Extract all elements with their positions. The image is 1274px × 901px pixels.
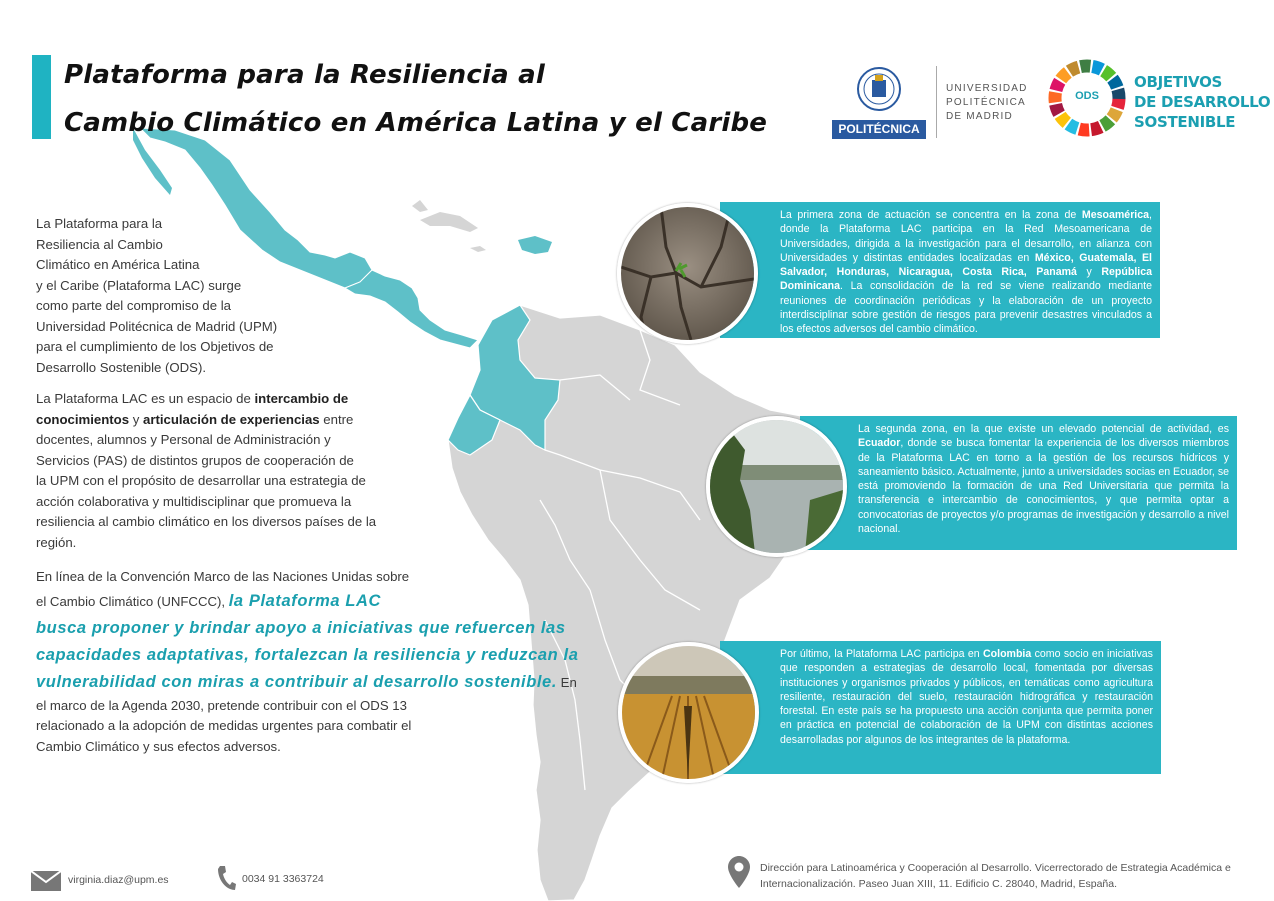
- info-card-ecuador: La segunda zona, en la que existe un elevado potencial de actividad, es Ecuador, donde se busca fomentar la experiencia de los diversos miembros de la Plataforma LAC en torno a la gestión de los recursos hídricos y saneamiento básico. Actualmente, junto a universidades socias en Ecuador, se está promoviendo la formación de una Red Universitaria que permita la transferencia e intercambio de conocimientos, y que permita optar a convocatorias de proyectos y/o programas de investigación y desarrollo a nivel nacional.: [800, 416, 1237, 550]
- intro-paragraph-1: La Plataforma para la Resiliencia al Cambio Climático en América Latina y el Caribe (Plataforma LAC) surge como parte del compromiso de la Universidad Politécnica de Madrid (UPM) para el cumplimiento de los Objetivos de Desarrollo Sostenible (ODS).: [36, 216, 278, 375]
- intro-paragraph-2: La Plataforma LAC es un espacio de intercambio de conocimientos y articulación de experiencias entre docentes, alumnos y Personal de Administración y Servicios (PAS) de distintos grupos de cooperación de la UPM con el propósito de desarrollar una estrategia de acción colaborativa y multidisciplinar que promueva la resiliencia al cambio climático en los diversos países de la región.: [36, 391, 377, 550]
- map-central-america: [345, 270, 478, 348]
- map-hispaniola: [518, 236, 552, 254]
- phone-icon: [216, 864, 236, 892]
- photo-river: [706, 416, 847, 557]
- location-pin-icon: [728, 856, 750, 888]
- info-card-mesoamerica: La primera zona de actuación se concentra en la zona de Mesoamérica, donde la Plataforma LAC participa en la Red Mesoamericana de Universidades, dirigida a la investigación para el desarrollo, en alianza con Universidades y distintas entidades localizadas en México, Guatemala, El Salvador, Honduras, Nicaragua, Costa Rica, Panamá y República Dominicana. La consolidación de la red se viene realizando mediante reuniones de coordinación periódicas y la elaboración de un proyecto interdisciplinar sobre gestión de riesgos para prevenir desastres vinculados a los efectos adversos del cambio climático.: [720, 202, 1160, 338]
- footer-address: Dirección para Latinoamérica y Cooperación al Desarrollo. Vicerrectorado de Estrategia Académica e Internacionalización. Paseo Juan XIII, 11. Edificio C. 28040, Madrid, España.: [760, 862, 1231, 890]
- title-bar-white: [32, 18, 51, 48]
- upm-badge-text: POLITÉCNICA: [838, 122, 920, 136]
- mail-icon: [31, 871, 61, 891]
- footer-phone[interactable]: 0034 91 3363724: [242, 873, 324, 885]
- info-card-colombia: Por último, la Plataforma LAC participa en Colombia como socio en iniciativas que responden a estrategias de desarrollo local, fomentada por diversas instituciones y organismos privados y públicos, en temáticas como agricultura resiliente, restauración del suelo, restauración hidrográfica y restauración forestal. En este país se ha propuesto una acción conjunta que permita poner en práctica en potencial de colaboración de la UPM con distintas acciones desarrolladas por algunos de los integrantes de la plataforma.: [720, 641, 1161, 774]
- photo-cracked-soil: [617, 203, 758, 344]
- intro-paragraph-3: En línea de la Convención Marco de las Naciones Unidas sobre el Cambio Climático (UNFCCC), la Plataforma LAC busca proponer y brindar apoyo a iniciativas que refuercen las capacidades adaptativas, fortalezcan la resiliencia y reduzcan la vulnerabilidad con miras a contribuir al desarrollo sostenible. En el marco de la Agenda 2030, pretende contribuir con el ODS 13 relacionado a la adopción de medidas urgentes para combatir el Cambio Climático y sus efectos adversos.: [36, 569, 579, 754]
- upm-logo: [832, 65, 926, 139]
- page-title-line1: Plataforma para la Resiliencia al: [64, 60, 545, 90]
- map-florida: [412, 200, 428, 212]
- photo-crop-field: [618, 642, 759, 783]
- ods-name: OBJETIVOS DE DESARROLLO SOSTENIBLE: [1134, 73, 1271, 131]
- page-title-line2: Cambio Climático en América Latina y el Caribe: [64, 108, 768, 138]
- title-accent-bar: [32, 55, 51, 139]
- ods-badge-text: ODS: [1075, 90, 1099, 102]
- upm-logo-divider: [936, 66, 937, 138]
- upm-name: UNIVERSIDAD POLITÉCNICA DE MADRID: [946, 83, 1028, 122]
- footer-email[interactable]: virginia.diaz@upm.es: [68, 874, 169, 886]
- ods-wheel-icon: [1048, 59, 1126, 137]
- map-cuba: [420, 212, 478, 232]
- map-jamaica: [470, 246, 486, 252]
